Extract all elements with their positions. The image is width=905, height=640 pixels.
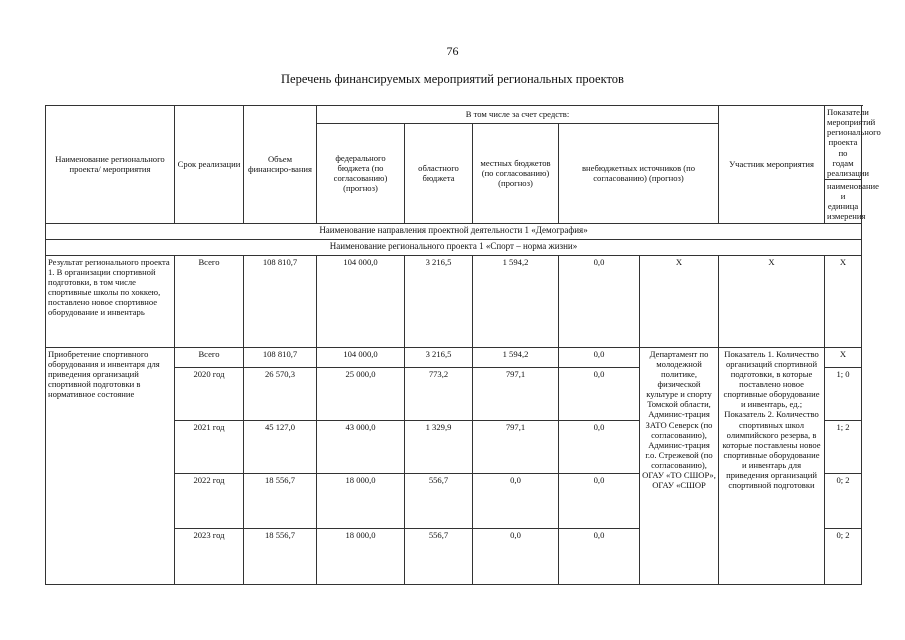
financing-table [45,105,881,585]
row-period: 2021 год [175,420,244,473]
header-name: Наименование регионального проекта/ мероприятия [46,106,175,224]
result-federal: 104 000,0 [317,255,405,347]
header-extra: внебюджетных источников (по согласованию) (прогноз) [559,124,719,224]
header-volume: Объем финансиро-вания [244,106,317,224]
row-federal: 18 000,0 [317,528,405,584]
table-row [46,347,862,367]
row-volume: 18 556,7 [244,473,317,528]
result-indicator-values: Х [825,255,862,347]
header-indicators: Показатели мероприятий регионального проекта по годам реализации [825,106,862,180]
page-number: 76 [446,44,459,58]
row-value: 1; 2 [825,420,862,473]
row-regional: 556,7 [405,528,473,584]
result-regional: 3 216,5 [405,255,473,347]
activity-name: Приобретение спортивного оборудования и инвентаря для приведения организаций спортивной подготовки в нормативное состояние [46,347,175,584]
header-federal: федерального бюджета (по согласованию) (прогноз) [317,124,405,224]
activity-indicators: Показатель 1. Количество организаций спортивной подготовки, в которые поставлено новое спортивные оборудование и инвентарь, ед.; Показатель 2. Количество спортивных школ олимпийского резерва, в которые поставлены новое спортивные оборудование и инвентарь для приведения организаций спортивной подготовки [719,347,825,584]
result-name: Результат регионального проекта 1. В организации спортивной подготовки, в том числе спортивные школы по хоккею, поставлено новое спортивное оборудование и инвентарь [46,255,175,347]
row-value: 1; 0 [825,367,862,420]
header-including: В том числе за счет средств: [317,106,719,124]
row-period: 2020 год [175,367,244,420]
header-indicator-name: наименование и единица измерения [825,179,862,223]
row-federal: 18 000,0 [317,473,405,528]
document-title: Перечень финансируемых мероприятий региональных проектов [281,72,624,86]
result-participant: Х [640,255,719,347]
row-extra: 0,0 [559,420,640,473]
header-regional: областного бюджета [405,124,473,224]
row-period: Всего [175,347,244,367]
row-local: 797,1 [473,420,559,473]
row-regional: 1 329,9 [405,420,473,473]
row-period: 2023 год [175,528,244,584]
row-extra: 0,0 [559,528,640,584]
row-volume: 18 556,7 [244,528,317,584]
result-period: Всего [175,255,244,347]
result-extra: 0,0 [559,255,640,347]
row-volume: 26 570,3 [244,367,317,420]
result-local: 1 594,2 [473,255,559,347]
row-local: 0,0 [473,473,559,528]
row-regional: 556,7 [405,473,473,528]
section-project: Наименование регионального проекта 1 «Спорт – норма жизни» [46,239,862,255]
row-volume: 45 127,0 [244,420,317,473]
row-local: 0,0 [473,528,559,584]
row-federal: 104 000,0 [317,347,405,367]
result-row [46,255,862,347]
result-indicator-name: Х [719,255,825,347]
row-local: 1 594,2 [473,347,559,367]
row-extra: 0,0 [559,367,640,420]
row-volume: 108 810,7 [244,347,317,367]
row-regional: 773,2 [405,367,473,420]
result-volume: 108 810,7 [244,255,317,347]
row-period: 2022 год [175,473,244,528]
row-value: 0; 2 [825,528,862,584]
row-federal: 43 000,0 [317,420,405,473]
row-regional: 3 216,5 [405,347,473,367]
activity-participant: Департамент по молодежной политике, физической культуре и спорту Томской области, Админис-трация ЗАТО Северск (по согласованию), Админис-трация г.о. Стрежевой (по согласованию), ОГАУ «ТО СШОР», ОГАУ «СШОР [640,347,719,584]
section-direction: Наименование направления проектной деятельности 1 «Демография» [46,223,862,239]
row-value: Х [825,347,862,367]
row-extra: 0,0 [559,347,640,367]
header-period: Срок реализации [175,106,244,224]
header-participant: Участник мероприятия [719,106,825,224]
row-extra: 0,0 [559,473,640,528]
header-local: местных бюджетов (по согласованию) (прогноз) [473,124,559,224]
row-local: 797,1 [473,367,559,420]
row-value: 0; 2 [825,473,862,528]
row-federal: 25 000,0 [317,367,405,420]
